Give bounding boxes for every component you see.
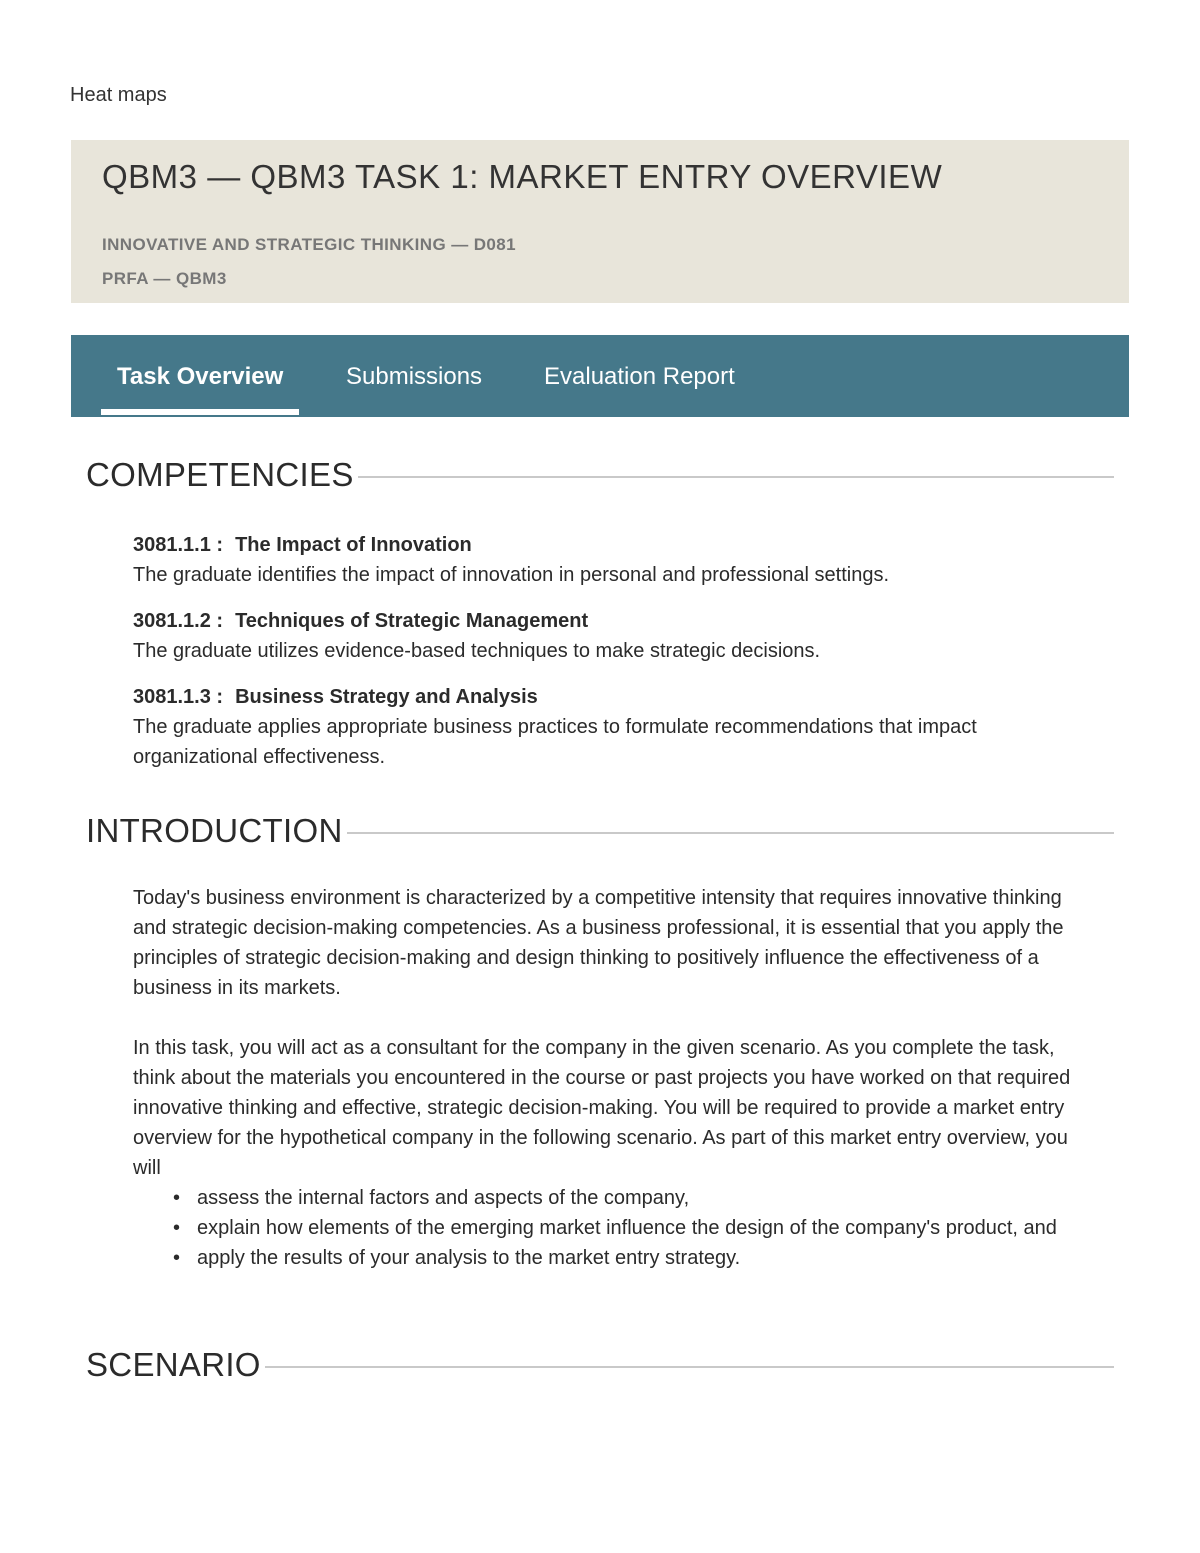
competency-header [133,530,1073,560]
competency-code: 3081.1.3 : [133,686,224,708]
competency-description: The graduate applies appropriate business practices to formulate recommendations that impact organizational effectiveness. [133,716,977,768]
bullet-icon: • [173,1217,181,1239]
introduction-body [133,883,1073,1273]
section-divider [347,832,1114,834]
assessment-subtitle: PRFA — QBM3 [102,269,227,288]
competency-description: The graduate identifies the impact of innovation in personal and professional settings. [133,564,890,586]
tab-evaluation-report[interactable]: Evaluation Report [544,363,735,390]
section-divider [265,1366,1114,1368]
competency-list [133,530,1073,788]
page-title: QBM3 — QBM3 TASK 1: MARKET ENTRY OVERVIEW [102,158,943,195]
tab-bar [71,335,1129,417]
course-subtitle: INNOVATIVE AND STRATEGIC THINKING — D081 [102,235,516,254]
intro-paragraph: Today's business environment is characterized by a competitive intensity that requires innovative thinking and strategic decision-making competencies. As a business professional, it is essential that you apply the principles of strategic decision-making and design thinking to positively influence the effectiveness of a business in its markets. [133,887,1064,999]
competency-description: The graduate utilizes evidence-based techniques to make strategic decisions. [133,640,821,662]
competency-title: Business Strategy and Analysis [235,686,538,708]
intro-bullet-list [133,1183,1073,1273]
list-item-text: assess the internal factors and aspects of the company, [197,1187,690,1209]
tab-submissions[interactable]: Submissions [346,363,483,390]
competencies-section-heading [86,456,1114,494]
introduction-section-heading [86,812,1114,850]
introduction-heading: INTRODUCTION [86,812,343,849]
list-item [173,1243,1073,1273]
list-item-text: explain how elements of the emerging market influence the design of the company's product, and [197,1217,1057,1239]
competency-title: Techniques of Strategic Management [235,610,589,632]
competency-header [133,606,1073,636]
active-tab-indicator [101,409,299,415]
bullet-icon: • [173,1187,181,1209]
page-top-label: Heat maps [70,84,167,106]
competencies-heading: COMPETENCIES [86,456,354,493]
list-item [173,1183,1073,1213]
scenario-section-heading [86,1346,1114,1384]
task-header [71,140,1129,303]
competency-item [133,606,1073,666]
competency-header [133,682,1073,712]
section-divider [358,476,1114,478]
bullet-icon: • [173,1247,181,1269]
competency-code: 3081.1.2 : [133,610,224,632]
competency-item [133,530,1073,590]
competency-code: 3081.1.1 : [133,534,224,556]
intro-paragraph: In this task, you will act as a consultant for the company in the given scenario. As you complete the task, think about the materials you encountered in the course or past projects you have worked on that required innovative thinking and effective, strategic decision-making. You will be required to provide a market entry overview for the hypothetical company in the following scenario. As part of this market entry overview, you will [133,1037,1071,1179]
list-item [173,1213,1073,1243]
tab-task-overview[interactable]: Task Overview [117,363,284,390]
list-item-text: apply the results of your analysis to the market entry strategy. [197,1247,741,1269]
competency-item [133,682,1073,772]
competency-title: The Impact of Innovation [235,534,472,556]
scenario-heading: SCENARIO [86,1346,261,1383]
